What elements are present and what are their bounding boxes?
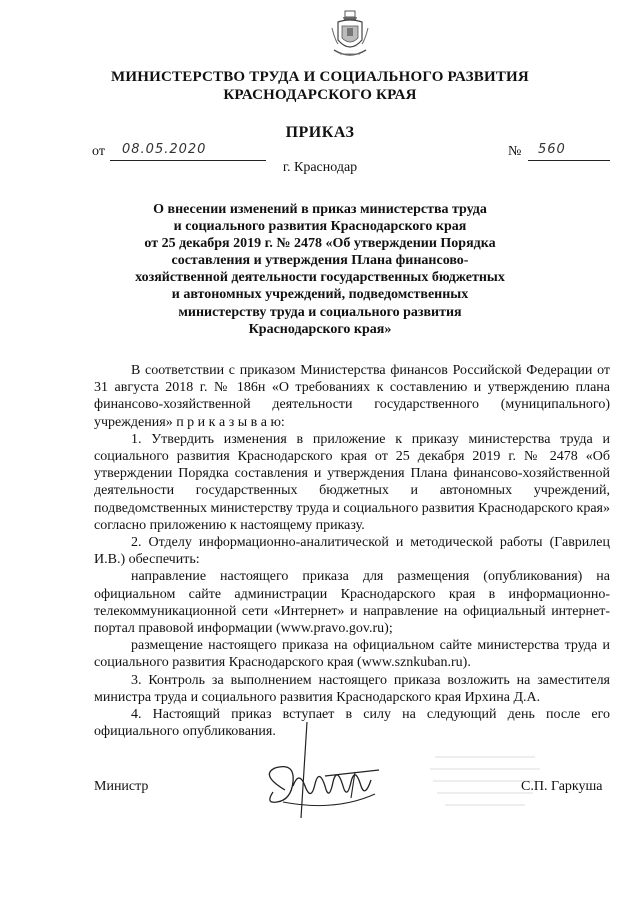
subject-line: министерству труда и социального развития xyxy=(178,304,462,320)
order-body xyxy=(94,362,610,740)
ministry-name-line-1: МИНИСТЕРСТВО ТРУДА И СОЦИАЛЬНОГО РАЗВИТИЯ xyxy=(111,69,529,85)
subject-line: Краснодарского края» xyxy=(248,321,392,337)
ministry-name-line-2: КРАСНОДАРСКОГО КРАЯ xyxy=(223,87,417,103)
coat-of-arms-icon xyxy=(330,10,370,62)
city: г. Краснодар xyxy=(282,160,358,175)
handwritten-signature-icon xyxy=(255,720,415,820)
signatory-name: С.П. Гаркуша xyxy=(521,779,603,794)
subject-line: от 25 декабря 2019 г. № 2478 «Об утверждении Порядка xyxy=(144,236,496,252)
subject-line: составления и утверждения Плана финансово- xyxy=(171,253,469,269)
body-paragraph-3: 3. Контроль за выполнением настоящего приказа возложить на заместителя министра труда и социального развития Краснодарского края Ирхина Д.А. xyxy=(94,672,610,705)
subject-line: О внесении изменений в приказ министерства труда xyxy=(153,202,487,217)
date-value: 08.05.2020 xyxy=(122,142,207,157)
body-paragraph-2a: направление настоящего приказа для размещения (опубликования) на официальном сайте администрации Краснодарского края в информационно-телекоммуникационной сети «Интернет» и направление на официальный интернет-портал правовой информации (www.pravo.gov.ru); xyxy=(94,569,610,637)
number-value: 560 xyxy=(538,142,566,157)
date-field xyxy=(110,143,266,161)
body-paragraph-1: 1. Утвердить изменения в приложение к приказу министерства труда и социального развития Краснодарского края от 25 декабря 2019 г. № 2478 «Об утверждении Порядка составления и утверждения Плана финансово-хозяйственной деятельности государственных бюджетных и автономных учреждений, подведомственных министерству труда и социального развития Краснодарского края» согласно приложению к настоящему приказу. xyxy=(94,431,610,533)
signatory-position: Министр xyxy=(94,779,149,794)
body-paragraph-2b: размещение настоящего приказа на официальном сайте министерства труда и социального развития Краснодарского края (www.sznkuban.ru). xyxy=(94,638,610,671)
subject-line: хозяйственной деятельности государственных бюджетных xyxy=(135,270,505,286)
number-field xyxy=(528,143,610,161)
body-paragraph-4: 4. Настоящий приказ вступает в силу на следующий день после его официального опубликования. xyxy=(94,707,610,740)
body-paragraph-2: 2. Отделу информационно-аналитической и методической работы (Гаврилец И.В.) обеспечить: xyxy=(94,535,610,568)
order-title: ПРИКАЗ xyxy=(285,124,355,141)
body-paragraph-preamble: В соответствии с приказом Министерства финансов Российской Федерации от 31 августа 2018 г. № 186н «О требованиях к составлению и утверждению плана финансово-хозяйственной деятельности государственного (муниципального) учреждения» п р и к а з ы в а ю: xyxy=(94,363,610,430)
subject-line: и социального развития Краснодарского края xyxy=(173,219,467,235)
order-subject xyxy=(130,201,510,338)
date-label: от xyxy=(92,144,105,159)
number-label: № xyxy=(508,144,522,159)
subject-line: и автономных учреждений, подведомственных xyxy=(171,287,469,303)
